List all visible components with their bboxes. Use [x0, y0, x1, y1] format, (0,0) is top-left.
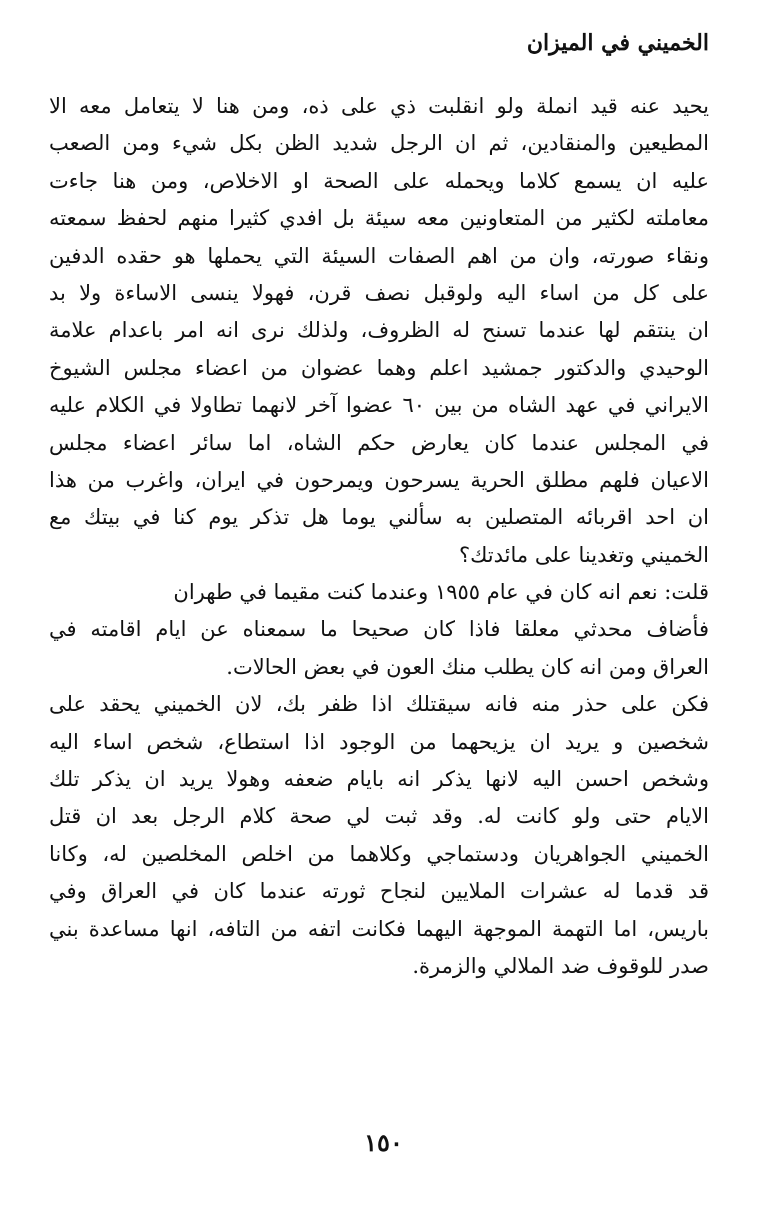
- running-header-title: الخميني في الميزان: [526, 30, 709, 56]
- text-line: معاملته لكثير من المتعاونين معه سيئة بل افدي كثيرا منهم لحفظ سمعته: [49, 206, 709, 231]
- text-line: العراق ومن انه كان يطلب منك العون في بعض الحالات.: [226, 654, 709, 679]
- text-line: الخميني الجواهريان ودستماجي وكلاهما من اخلص المخلصين له، وكانا: [49, 841, 709, 866]
- text-line: على كل من اساء اليه ولوقبل نصف قرن، فهولا ينسى الاساءة ولا بد: [49, 280, 709, 305]
- text-line: شخصين و يريد ان يزيحهما من الوجود اذا استطاع، شخص اساء اليه: [49, 729, 709, 754]
- text-line: الاعيان فلهم مطلق الحرية يسرحون ويمرحون في ايران، واغرب من هذا: [49, 467, 709, 492]
- text-line: الوحيدي والدكتور جمشيد اعلم وهما عضوان من اعضاء مجلس الشيوخ: [49, 355, 709, 380]
- text-line: ونقاء صورته، وان من اهم الصفات السيئة التي يحملها هو حقده الدفين: [49, 243, 709, 268]
- text-line: قلت: نعم انه كان في عام ١٩٥٥ وعندما كنت مقيما في طهران: [173, 580, 709, 605]
- text-line: المطيعين والمنقادين، ثم ان الرجل شديد الظن بكل شيء ومن الصعب: [49, 131, 709, 156]
- text-line: الايام حتى ولو كانت له. وقد ثبت لي صحة كلام الرجل بعد ان قتل: [49, 804, 709, 829]
- text-line: ان احد اقربائه المتصلين به سألني يوما هل تذكر يوم كنا في بيتك مع: [49, 505, 709, 530]
- text-line: في المجلس عندما كان يعارض حكم الشاه، اما سائر اعضاء مجلس: [49, 430, 709, 455]
- text-line: باريس، اما التهمة الموجهة اليهما فكانت اتفه من التافه، انها مساعدة بني: [49, 916, 709, 941]
- text-line: قد قدما له عشرات الملايين لنجاح ثورته عندما كان في العراق وفي: [49, 879, 709, 904]
- text-line: يحيد عنه قيد انملة ولو انقلبت ذي على ذه، ومن هنا لا يتعامل معه الا: [49, 94, 709, 118]
- text-line: عليه ان يسمع كلاما ويحمله على الصحة او الاخلاص، ومن هنا جاءت: [49, 168, 709, 193]
- text-line: الخميني وتغدينا على مائدتك؟: [458, 542, 709, 567]
- text-line: فأضاف محدثي معلقا فاذا كان صحيحا ما سمعناه عن ايام اقامته في: [49, 617, 709, 642]
- page-number: ١٥٠: [364, 1128, 403, 1157]
- text-line: ان ينتقم لها عندما تسنح له الظروف، ولذلك نرى انه امر باعدام علامة: [49, 318, 709, 343]
- text-line: فكن على حذر منه فانه سيقتلك اذا ظفر بك، لان الخميني يحقد على: [49, 692, 709, 717]
- text-line: الايراني في عهد الشاه من بين ٦٠ عضوا آخر لانهما تطاولا في الكلام عليه: [49, 393, 709, 418]
- body-text: [49, 88, 709, 985]
- text-line: وشخص احسن اليه لانها يذكر انه بايام ضعفه وهولا يريد ان يذكر تلك: [49, 767, 709, 792]
- text-line: صدر للوقوف ضد الملالي والزمرة.: [412, 953, 709, 978]
